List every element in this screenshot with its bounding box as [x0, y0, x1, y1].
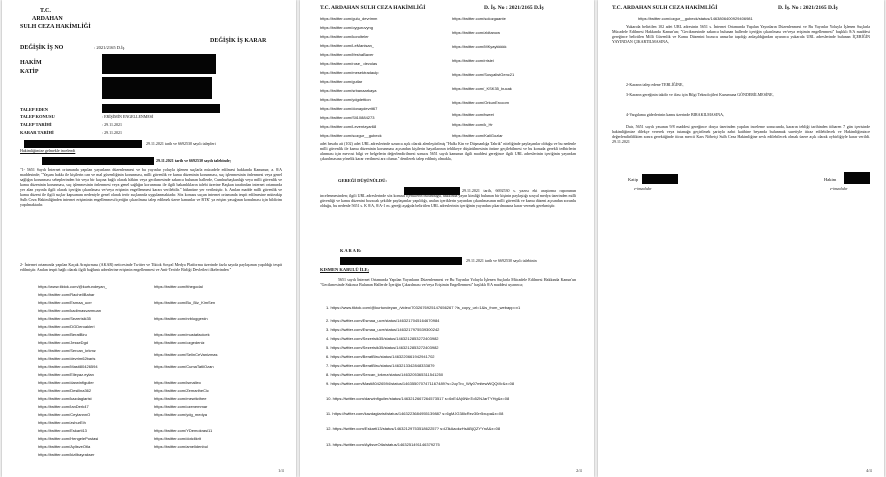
talep-eden-label: TALEP EDEN [20, 107, 49, 112]
url-list-item: 8. https://twitter.com/Sercan_krkmz/status/1463205365311541250 [326, 372, 444, 377]
url-left: https://twitter.com/oyguruvyng [320, 25, 373, 30]
url-list-item: 11. https://twitter.com/kazdaglarist/status/1463223684955139887 s=6gMJG38lcRez30rr5xupa&x=08 [326, 411, 504, 416]
redacted-karar [340, 257, 462, 265]
paragraph-5: Dair, 5651 sayılı yasanın 9/8 maddesi gereğince dosya üzerinden yapılan inceleme sonucunda, kararın tebliği tarihinden itibaren 7 gün içerisinde hakimliğimize dilekçe vererek veya tutanağa geçirilmek şartıyla zabıt katibine beyanda bulunmak suretiyle itiraz edilebilecek ve Hakimliğimizce değerlendirildikten sonra gerektiğinde itiraz mercii Kars Nöbetçi Sulh Ceza Hakimliğine sevk edilebilecek olmak üzere açık olarak oybirliğiyle karar verildi. 29.11.2021 [612, 124, 870, 144]
page-number: 4/4 [866, 468, 872, 473]
hakim-signature-label: Hakim [824, 177, 837, 182]
de-is-value: : 2021/2165 D.İş [94, 45, 125, 50]
document-page-3 [598, 0, 884, 477]
karar-tarihi-value: : 29.11.2021 [102, 130, 122, 135]
talep-konusu-label: TALEP KONUSU [20, 114, 55, 119]
url-right: https://twitter.com/ismalleo [154, 380, 201, 385]
url-left: https://twitter.com/Leventzyar68 [320, 124, 377, 129]
url-right: https://twitter.com/tweet [452, 112, 494, 117]
url-left: https://twitter.com/RacheIlBahar [38, 292, 95, 297]
url-left: https://twitter.com/sozgur__gubeck [320, 133, 382, 138]
url-list-item: 2. https://twitter.com/Esmaa_ucrr/status/1463217045164670984 [326, 318, 440, 323]
url-list-item: 13. https://twitter.com/AylisveOtla/status/1463251491146379275 [326, 442, 440, 447]
court-header-city: ARDAHAN [32, 16, 63, 22]
url-right: https://twitter.com/OrkunErcoom [452, 100, 509, 105]
url-list-item: 4. https://twitter.com/Sezerisik35/status/1463212853272403982 [326, 336, 439, 341]
url-left: https://twitter.com/Elleyaz.eylan [38, 372, 94, 377]
url-right: https://twitter.com/SelinCeVanizmas [154, 352, 218, 357]
intro-second: Hakimliğimize gelmekle incelendi [20, 148, 76, 153]
katip-label: KATİP [20, 69, 39, 75]
url-left: https://twitter.com/IanDerk47 [38, 404, 89, 409]
url-left: https://twitter.com/Sercan_krkmz [38, 348, 96, 353]
url-list-item: 5. https://twitter.com/Sezerisik35/status/1463212853272403982 [326, 345, 439, 350]
talep-tarihi-value: : 29.11.2021 [102, 122, 122, 127]
url-right: https://twitter.com/zldtanow [452, 30, 501, 35]
url-left: https://twitter.com/IfeshaBaver [320, 52, 374, 57]
url-list-item: 12. https://twitter.com/Eskarti13/status/1463212975351862257? s=lZlkAaokzHsABjQZYYnA&x=08 [326, 426, 501, 431]
url-left: https://twitter.com/korolteler [320, 34, 369, 39]
url-left: https://twitter.com/donaydevrit67 [320, 106, 378, 111]
redacted-katip [102, 77, 212, 99]
url-right: https://twitter.com/ozenemmar [154, 404, 208, 409]
paragraph-2: 2-Kararın talep edene TEBLİĞİNE, [626, 82, 684, 87]
redacted-intro [24, 140, 142, 148]
url-right: https://twitter.com/YDemokrasi11 [154, 428, 213, 433]
url-right: https://twitter.com/mustafacicek [154, 332, 210, 337]
url-left: https://twitter.com/gutlar [320, 79, 363, 84]
redacted-talep-eden [102, 104, 220, 113]
url-left: https://twitter.com/Desilina362 [38, 388, 92, 393]
law-paragraph: "1- 5651 Sayılı İnternet ortamında yapılan yayınların düzenlenmesi ve bu yayınlar yoluyla işlenen suçlarla mücadele edilmesi hakkında Kanunun; a. 8/A maddesinde; "Yaşam hakkı ile kişilerin can ve mal güvenliğinin korunması, milli güvenlik ve kamu düzeninin korunması, suç işlenmesinin önlenmesi veya genel sağlığın korunması sebeplerinden bir veya bir kaçına bağlı olarak hâkim veya gecikmesinde sakınca bulunan hallerde, Cumhurbaşkanlığı veya milli güvenlik ve kamu düzeninin korunması, suç işlenmesinin önlenmesi veya genel sağlığın korunması ile ilgili bakanlıkların talebi üzerine Başkan tarafından internet ortamında yer alan yayınla ilgili olarak içeriğin çıkarılması ve/veya erişimin engellenmesi kararı verilebilir." hükmüne yer verilmiştir. b. Anılan madde milli güvenlik ve kamu düzeni ile ilgili suçlar kapsamını nedeniyle genel olarak terör suçlarında uygulanmaktadır. Söz konusu suçun internet ortamında tespit edilmesine müteakip Sulh Ceza Hakimliğinden internet erişiminin engellenmesi/içeriğin çıkarılması talep edilmek üzere kanunlar ve BTK' ya erişim yasağının konulması için bildirim yapılmaktadır. [20, 167, 282, 207]
url-right: https://twitter.com/MKyaykkkkk [452, 44, 507, 49]
karar-tarihi-label: KARAR TARİHİ [20, 130, 54, 135]
url-right: https://twitter.com/ozgedeniz [154, 340, 205, 345]
url-list-item: 7. https://twitter.com/BeratBiru/status/1463213342848333879 [326, 363, 435, 368]
court-header-court: SULH CEZA HAKİMLİĞİ [20, 24, 91, 30]
paragraph-1: Yukarıda belirtilen 102 adet URL adresinin 5651 s. İnternet Ortamında Yapılan Yayınların Düzenlenmesi ve Bu Yayınlar Yoluyla İşlenen Suçlarla Mücadele Edilmesi Hakkında Kanun'un; "Gecikmesinde sakınca bulunan hallerde içeriğin çıkarılması ve/veya erişimin engellenmesi" başlıklı 8/A maddesi gereğince belirtilen Milli Güvenlik ve Kamu Düzenini bozucu unsurlar taşıdığı anlaşıldığından uyarınca yukarıda URL adreslerinde bulunan İÇERİĞİN YAYINDAN ÇIKARTILMASINA, [612, 24, 870, 44]
redacted-katip-name [642, 174, 678, 184]
paragraph-a: adet hesabı ait (102) adet URL adreslerinde uzunca açık olarak alenleştirilmiş "Halkı Kin ve Düşmanlığa Tahrik" niteliğinde paylaşımlar olduğu ve bu nedenle milli güvenlik ile kamu düzeninin korunması açısından kişilerin hayatlarının tehlikeye düşürülmesinin önüne geçilebilmesi ve bu konuda gerekli tedbirlerin alınması için mevcut bilgi ve belgelerin değerlendirilmesi sonucu 5651 sayılı kanunun ilgili maddesi gereğince ilgili URL adreslerinin içeriğinin yayından çıkarılmasına yönelik karar verilmesi arz olunur." denilerek talep edilmiş olmakla, [320, 141, 576, 161]
url-left: https://twitter.com/BeratBiru [38, 332, 87, 337]
url-right: https://twitter.com/rrisiei [452, 58, 494, 63]
paragraph-4: 4-Vargılama giderlerinin kamu üzerinde BIRAKILMASINA, [626, 112, 725, 117]
url-left: https://twitter.com/CeylannnO [38, 412, 91, 417]
page-header-court: T.C. ARDAHAN SULH CEZA HAKİMLİĞİ [320, 5, 426, 11]
url-left: https://twitter.com/srbanaarkaya [320, 88, 377, 93]
url-left: https://twitter.com/kadirnasvarmuan [38, 308, 101, 313]
url-left: https://twitter.com/HengelePostasi [38, 436, 99, 441]
kismen-label: KISMEN KABULÜ İLE; [320, 267, 370, 272]
url-left: https://twitter.com/LeManisan_ [320, 43, 375, 48]
url-right: https://twitter.com/ydg_medya [154, 412, 207, 417]
url-left: https://twitter.com/ydgdettion [320, 97, 371, 102]
hakim-label: HAKİM [20, 60, 42, 66]
url-list-item: 9. https://twitter.com/Masti80426594/status/1463550707471167489?s=2uyTro_Wly07mitewWQQtXr&x=08 [326, 381, 515, 386]
karar-label: K A R A R: [340, 248, 362, 253]
url-right: https://twitter.com/nrbloggerdn [154, 316, 208, 321]
url-right: https://twitter.com/_KSK35_bucak [452, 86, 512, 91]
url-right: https://twitter.com/tthegodal [154, 284, 203, 289]
hakim-e-imza: e-imzalıdır [830, 186, 848, 191]
katip-e-imza: e-imzalıdır [634, 186, 652, 191]
url-left: https://twitter.com/Esmaa_ucrr [38, 300, 92, 305]
url-right: https://twitter.com/ZemariheCic [154, 388, 209, 393]
url-left: https://twitter.com/devrim62baris [38, 356, 96, 361]
talep-tarihi-label: TALEP TARİHİ [20, 122, 52, 127]
url-left: https://twitter.com/Eskarti13 [38, 428, 87, 433]
url-left: https://twitter.com/Sezerisik35 [38, 316, 91, 321]
url-right: https://twitter.com/Bu_Biz_KimSen [154, 300, 216, 305]
url-left: https://twitter.com/JesseDgd [38, 340, 89, 345]
url-left: https://twitter.com/Masti80426594 [38, 364, 98, 369]
item-2-paragraph: 2- İnternet ortamında yapılan Kaçak Araştırması (AKAR) neticesinde Twitter ve Tiktok Sosyal Medya Platformu üzerinde fazla sayıda paylaşımın yapıldığı tespit edilmiştir. Anılan tespit bağlı olarak ilgili bağlantı adreslerine erişimin engellenmesi ve Anti-Terörle Birliği Devletleri ilkelerinden " [20, 262, 282, 272]
katip-signature-label: Katip [628, 177, 638, 182]
page-header-case: D. İş. No : 2021/2165 D.İş [484, 5, 544, 11]
talep-line: 29.11.2021 tarih ve 6692530 sayılı talebinde; [156, 158, 231, 163]
url-left: https://twitter.com/gulu_devrimm [320, 16, 378, 21]
url-top: https://twitter.com/ozgur__gubeck/status/1463806400929406981 [638, 16, 753, 21]
page-number: 2/4 [576, 468, 582, 473]
court-header-tc: T.C. [40, 8, 51, 14]
gereği-paragraph: 29.11.2021 tarih, 6692530 s. yazısı eki araştırma raporunun incelenmesinden; ilgili URL adreslerinde söz konusu içeriklerin bulunduğu, hakkında yayın kimliği bulunan bir kişinin paylaştığı sosyal medya üzerinden milli güvenliği ve kamu düzenini bozacak şekilde paylaşımlar yapıldığı, anılan içeriklerin yayından çıkarılmasının milli güvenlik ve kamu düzeni açısından zorunlu olduğu, bu nedenle 5651 s. K 8/A, 8/A-1 m. gereği aşağıda belirtilen URL adreslerinin içeriğinin yayından çıkarılmasına karar vermek gerekmiştir. [320, 188, 576, 208]
url-list-item: 1. https://www.tiktok.com/@kurtundeyan_/video/7032676925147656267 ?is_copy_url=1&is_from_webapp=v1 [326, 305, 521, 310]
redacted-hakim [102, 54, 216, 74]
page-header-court: T.C. ARDAHAN SULH CEZA HAKİMLİĞİ [612, 5, 718, 11]
url-left: https://twitter.com/kizilbayrakser [38, 452, 95, 457]
url-right: https://twitter.com/solozgaante [452, 16, 506, 21]
url-right: https://twitter.com/SosyalistGenc21 [452, 72, 515, 77]
url-left: https://twitter.com/Sli10884273 [320, 115, 375, 120]
talep-konusu-value: : ERİŞİMİN ENGELLENMESİ [102, 114, 154, 119]
url-list-item: 6. https://twitter.com/BeratBiru/status/1463220661942941702 [326, 354, 435, 359]
page-number: 1/4 [278, 468, 284, 473]
url-right: https://twitter.com/k_Hr [452, 122, 493, 127]
url-left: https://twitter.com/zshurEih [38, 420, 86, 425]
url-right: https://twitter.com/KaliGozlar [452, 133, 503, 138]
document-page-1 [2, 0, 296, 477]
paragraph-3: 3-Kararın gereğinin takdir ve ifası için Bilgi Teknolojileri Kurumuna GÖNDERİLMESİNE, [626, 92, 774, 97]
url-right: https://twitter.com/amelidenbul [154, 444, 208, 449]
url-right: https://twitter.com/CumaTatliOzan [154, 364, 214, 369]
url-left: https://twitter.com/kazdaglarist [38, 396, 92, 401]
url-left: https://twitter.com/rose_ devolas [320, 61, 378, 66]
page-header-case: D. İş. No : 2021/2165 D.İş [778, 5, 838, 11]
de-is-label: DEĞİŞİK İŞ NO [20, 45, 64, 51]
document-page-2 [300, 0, 594, 477]
redacted-talep [42, 157, 154, 165]
url-left: https://www.tiktok.com/@kurtundeyan_ [38, 284, 107, 289]
url-right: https://twitter.com/dotclikrit [154, 436, 201, 441]
intro-tail: 29.11.2021 tarih ve 6692530 sayılı talepleri [146, 141, 216, 146]
right-title: DEĞİŞİK İŞ KARAR [210, 38, 267, 44]
url-right: https://twitter.com/mewitcthee [154, 396, 207, 401]
url-left: https://twitter.com/mesektradaulp [320, 70, 379, 75]
karar-tail: 29.11.2021 tarih ve 6692530 sayılı talebinin [466, 258, 537, 263]
url-left: https://twitter.com/AylisveOtla [38, 444, 91, 449]
redacted-hakim-name [844, 172, 870, 184]
url-list-item: 10. https://twitter.com/darwinfiguiler/status/1463212667264573517 s=6xE4A)6NinTo52NJarTYHg&x=08 [326, 396, 510, 401]
gereği-title: GEREĞİ DÜŞÜNÜLDÜ: [338, 178, 387, 183]
url-left: https://twitter.com/DGDeroakleri [38, 324, 95, 329]
url-list-item: 3. https://twitter.com/Esmaa_ucrr/status/1463217975539300242 [326, 327, 440, 332]
kismen-paragraph: 5651 sayılı İnternet Ortamında Yapılan Yayınların Düzenlenmesi ve Bu Yayınlar Yoluyla İşlenen Suçlarla Mücadele Edilmesi Hakkında Kanun'un "Gecikmesinde Sakınca Bulunan Hallerde İçeriğin Çıkarılması ve/veya Erişimin Engellenmesi" başlıklı 8/A maddesi uyarınca; [320, 277, 576, 287]
url-left: https://twitter.com/darwinfiguiler [38, 380, 94, 385]
